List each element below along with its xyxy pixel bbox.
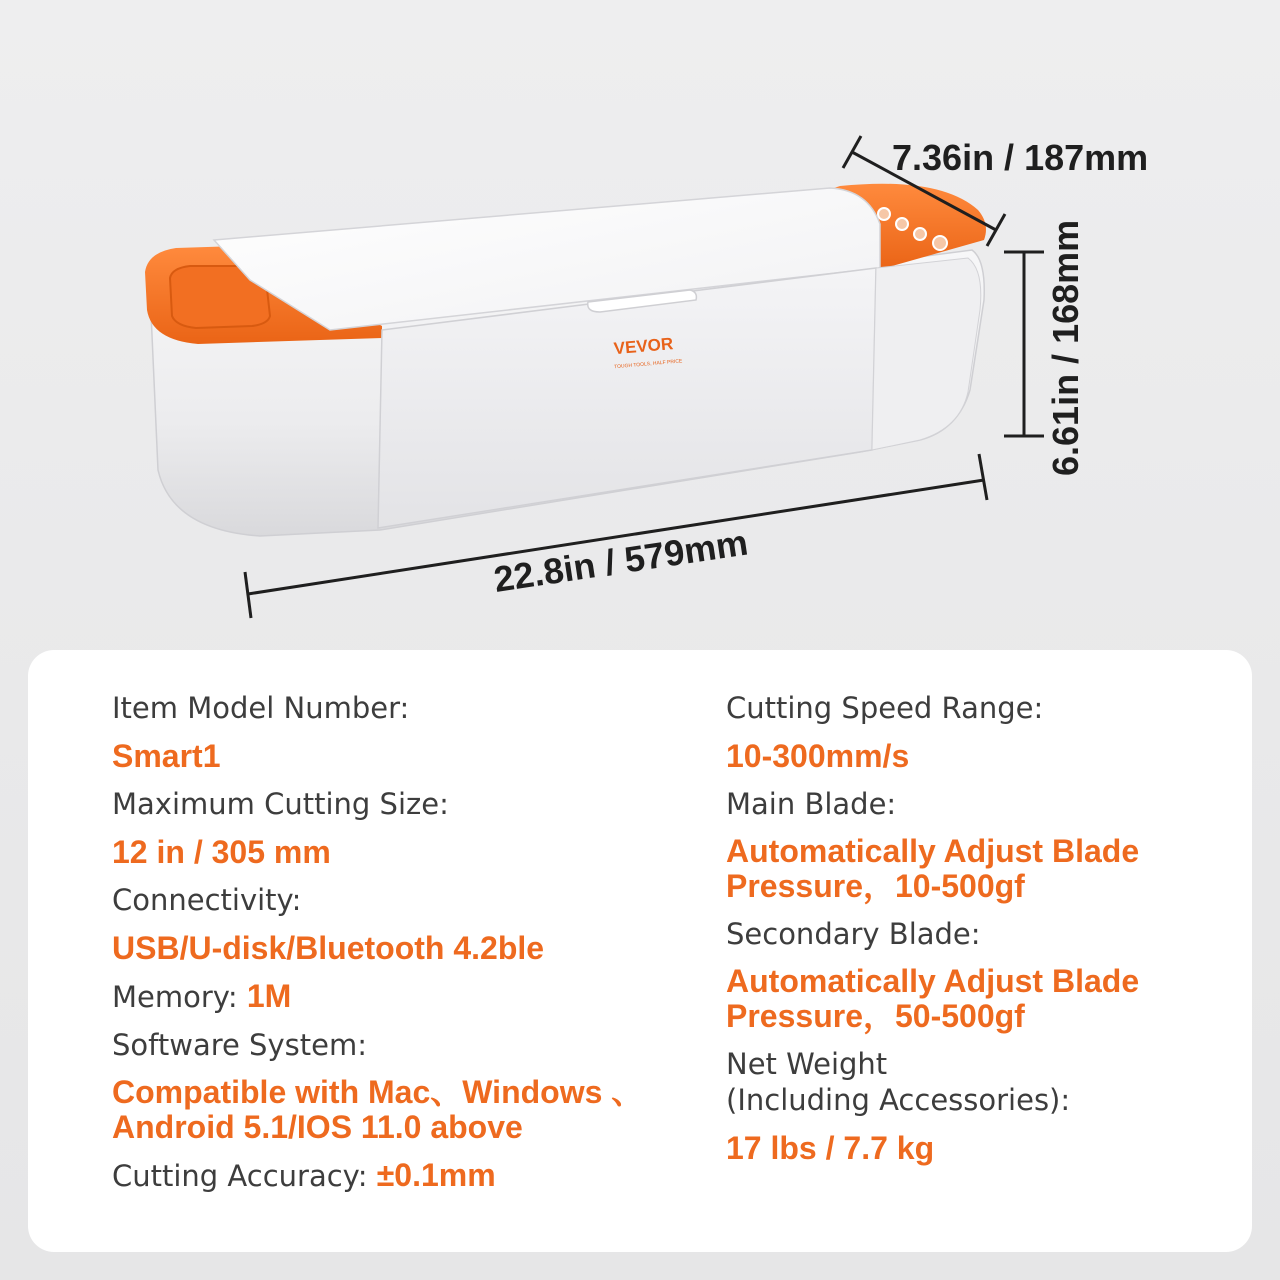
speed-value: 10-300mm/s (726, 738, 910, 774)
cutting-machine (145, 184, 986, 536)
max-size-label: Maximum Cutting Size: (112, 787, 449, 821)
software-label: Software System: (112, 1028, 367, 1062)
model-value: Smart1 (112, 738, 221, 774)
memory-row (112, 978, 712, 1015)
vevor-tagline: TOUGH TOOLS, HALF PRICE (613, 358, 683, 371)
max-size-value: 12 in / 305 mm (112, 834, 331, 870)
spec-column-left (112, 690, 712, 1206)
model-label: Item Model Number: (112, 691, 410, 725)
software-value: Compatible with Mac、Windows 、 Android 5.1/IOS 11.0 above (112, 1074, 644, 1145)
memory-label: Memory: (112, 980, 247, 1014)
height-dimension (1004, 252, 1044, 436)
spec-card (28, 650, 1252, 1252)
connectivity-value: USB/U-disk/Bluetooth 4.2ble (112, 930, 545, 966)
width-label: 22.8in / 579mm (491, 521, 751, 600)
depth-label: 7.36in / 187mm (892, 137, 1149, 178)
accuracy-label: Cutting Accuracy: (112, 1159, 377, 1193)
accuracy-row (112, 1157, 712, 1194)
weight-value: 17 lbs / 7.7 kg (726, 1130, 935, 1166)
speed-label: Cutting Speed Range: (726, 691, 1044, 725)
main-blade-value: Automatically Adjust Blade Pressure，10-500gf (726, 833, 1140, 904)
connectivity-label: Connectivity: (112, 883, 302, 917)
accuracy-value: ±0.1mm (376, 1157, 496, 1193)
spec-column-right (726, 690, 1226, 1178)
height-label: 6.61in / 168mm (1045, 219, 1086, 476)
vevor-logo: VEVOR (612, 334, 674, 359)
memory-value: 1M (246, 978, 292, 1014)
main-blade-label: Main Blade: (726, 787, 897, 821)
weight-label: Net Weight (Including Accessories): (726, 1047, 1071, 1117)
secondary-blade-value: Automatically Adjust Blade Pressure，50-500gf (726, 963, 1140, 1034)
secondary-blade-label: Secondary Blade: (726, 917, 981, 951)
